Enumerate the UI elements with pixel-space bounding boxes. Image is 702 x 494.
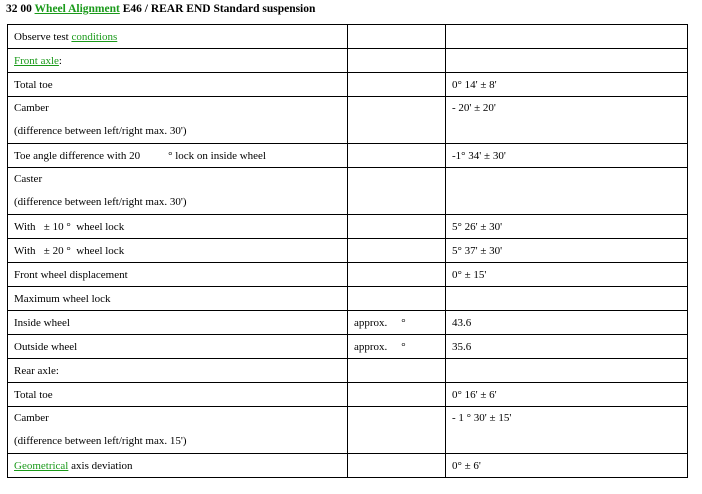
row-value: 0° 16' ± 6' <box>446 383 688 407</box>
row-value: 35.6 <box>446 335 688 359</box>
row-value: 0° ± 15' <box>446 263 688 287</box>
row-label: With ± 10 ° wheel lock <box>8 215 348 239</box>
table-row <box>8 215 688 239</box>
table-row <box>8 144 688 168</box>
row-value: 43.6 <box>446 311 688 335</box>
row-label: With ± 20 ° wheel lock <box>8 239 348 263</box>
row-label: Total toe <box>8 73 348 97</box>
section-code: 32 00 <box>6 3 32 15</box>
table-row <box>8 383 688 407</box>
alignment-spec-table <box>7 24 688 478</box>
row-label: Outside wheel <box>8 335 348 359</box>
front-axle-cell: Front axle: <box>8 49 348 73</box>
table-row <box>8 311 688 335</box>
row-label: Camber (difference between left/right max. 30') <box>8 97 348 144</box>
row-value: 0° ± 6' <box>446 454 688 478</box>
table-row <box>8 97 688 144</box>
wheel-alignment-link[interactable]: Wheel Alignment <box>34 3 120 15</box>
approx-cell: approx. ° <box>348 311 446 335</box>
observe-cell: Observe test conditions <box>8 25 348 49</box>
table-row <box>8 49 688 73</box>
row-value: - 1 ° 30' ± 15' <box>446 407 688 454</box>
row-label: Caster (difference between left/right max. 30') <box>8 168 348 215</box>
row-label: Camber (difference between left/right max. 15') <box>8 407 348 454</box>
row-label: Total toe <box>8 383 348 407</box>
page-title <box>6 3 315 15</box>
table-row <box>8 239 688 263</box>
row-value: - 20' ± 20' <box>446 97 688 144</box>
rear-axle-cell: Rear axle: <box>8 359 348 383</box>
table-row <box>8 407 688 454</box>
row-value: 0° 14' ± 8' <box>446 73 688 97</box>
row-value: 5° 26' ± 30' <box>446 215 688 239</box>
table-row <box>8 335 688 359</box>
conditions-link[interactable]: conditions <box>71 30 118 43</box>
row-label: Inside wheel <box>8 311 348 335</box>
title-rest: E46 / REAR END Standard suspension <box>122 3 316 15</box>
row-label: Toe angle difference with 20 ° lock on inside wheel <box>8 144 348 168</box>
row-label: Maximum wheel lock <box>8 287 348 311</box>
table-row <box>8 359 688 383</box>
row-value: 5° 37' ± 30' <box>446 239 688 263</box>
geometrical-link[interactable]: Geometrical <box>14 459 69 472</box>
approx-cell: approx. ° <box>348 335 446 359</box>
table-row <box>8 168 688 215</box>
table-row <box>8 287 688 311</box>
table-row <box>8 454 688 478</box>
table-row <box>8 25 688 49</box>
table-row <box>8 73 688 97</box>
front-axle-link[interactable]: Front axle <box>14 54 59 67</box>
table-row <box>8 263 688 287</box>
geometrical-cell: Geometrical axis deviation <box>8 454 348 478</box>
row-label: Front wheel displacement <box>8 263 348 287</box>
row-value: -1° 34' ± 30' <box>446 144 688 168</box>
